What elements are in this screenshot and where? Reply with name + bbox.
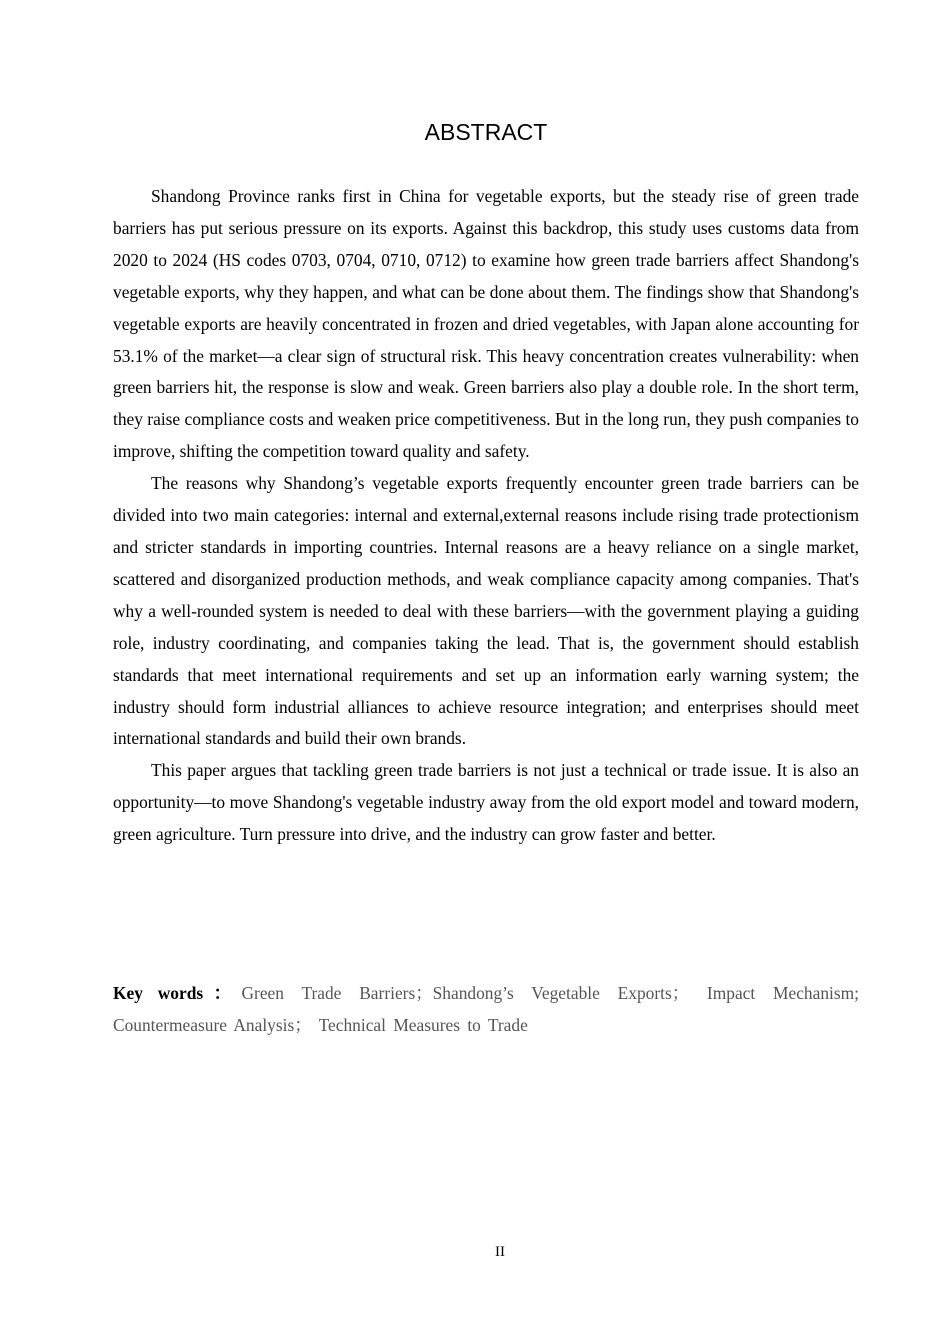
keywords-list: Green Trade Barriers；Shandong’s Vegetable Exports； Impact Mechanism; Countermeasure Analysis； Technical Measures to Trade [113,983,859,1035]
keywords-section [113,978,859,1042]
abstract-paragraph-3: This paper argues that tackling green trade barriers is not just a technical or trade issue. It is also an opportunity—to move Shandong's vegetable industry away from the old export model and toward modern, green agriculture. Turn pressure into drive, and the industry can grow faster and better. [113,760,859,845]
page-title: ABSTRACT [424,119,548,145]
abstract-body [113,181,859,851]
abstract-paragraph-2: The reasons why Shandong’s vegetable exports frequently encounter green trade barriers can be divided into two main categories: internal and external,external reasons include rising trade protectionism and stricter standards in importing countries. Internal reasons are a heavy reliance on a single market, scattered and disorganized production methods, and weak compliance capacity among companies. That's why a well-rounded system is needed to deal with these barriers—with the government playing a guiding role, industry coordinating, and companies taking the lead. That is, the government should establish standards that meet international requirements and set up an information early warning system; the industry should form industrial alliances to achieve resource integration; and enterprises should meet international standards and build their own brands. [113,473,859,749]
abstract-paragraph-1: Shandong Province ranks first in China for vegetable exports, but the steady rise of green trade barriers has put serious pressure on its exports. Against this backdrop, this study uses customs data from 2020 to 2024 (HS codes 0703, 0704, 0710, 0712) to examine how green trade barriers affect Shandong's vegetable exports, why they happen, and what can be done about them. The findings show that Shandong's vegetable exports are heavily concentrated in frozen and dried vegetables, with Japan alone accounting for 53.1% of the market—a clear sign of structural risk. This heavy concentration creates vulnerability: when green barriers hit, the response is slow and weak. Green barriers also play a double role. In the short term, they raise compliance costs and weaken price competitiveness. But in the long run, they push companies to improve, shifting the competition toward quality and safety. [113,186,859,462]
page-number: II [495,1244,505,1260]
keywords-label: Key words： [113,983,242,1003]
